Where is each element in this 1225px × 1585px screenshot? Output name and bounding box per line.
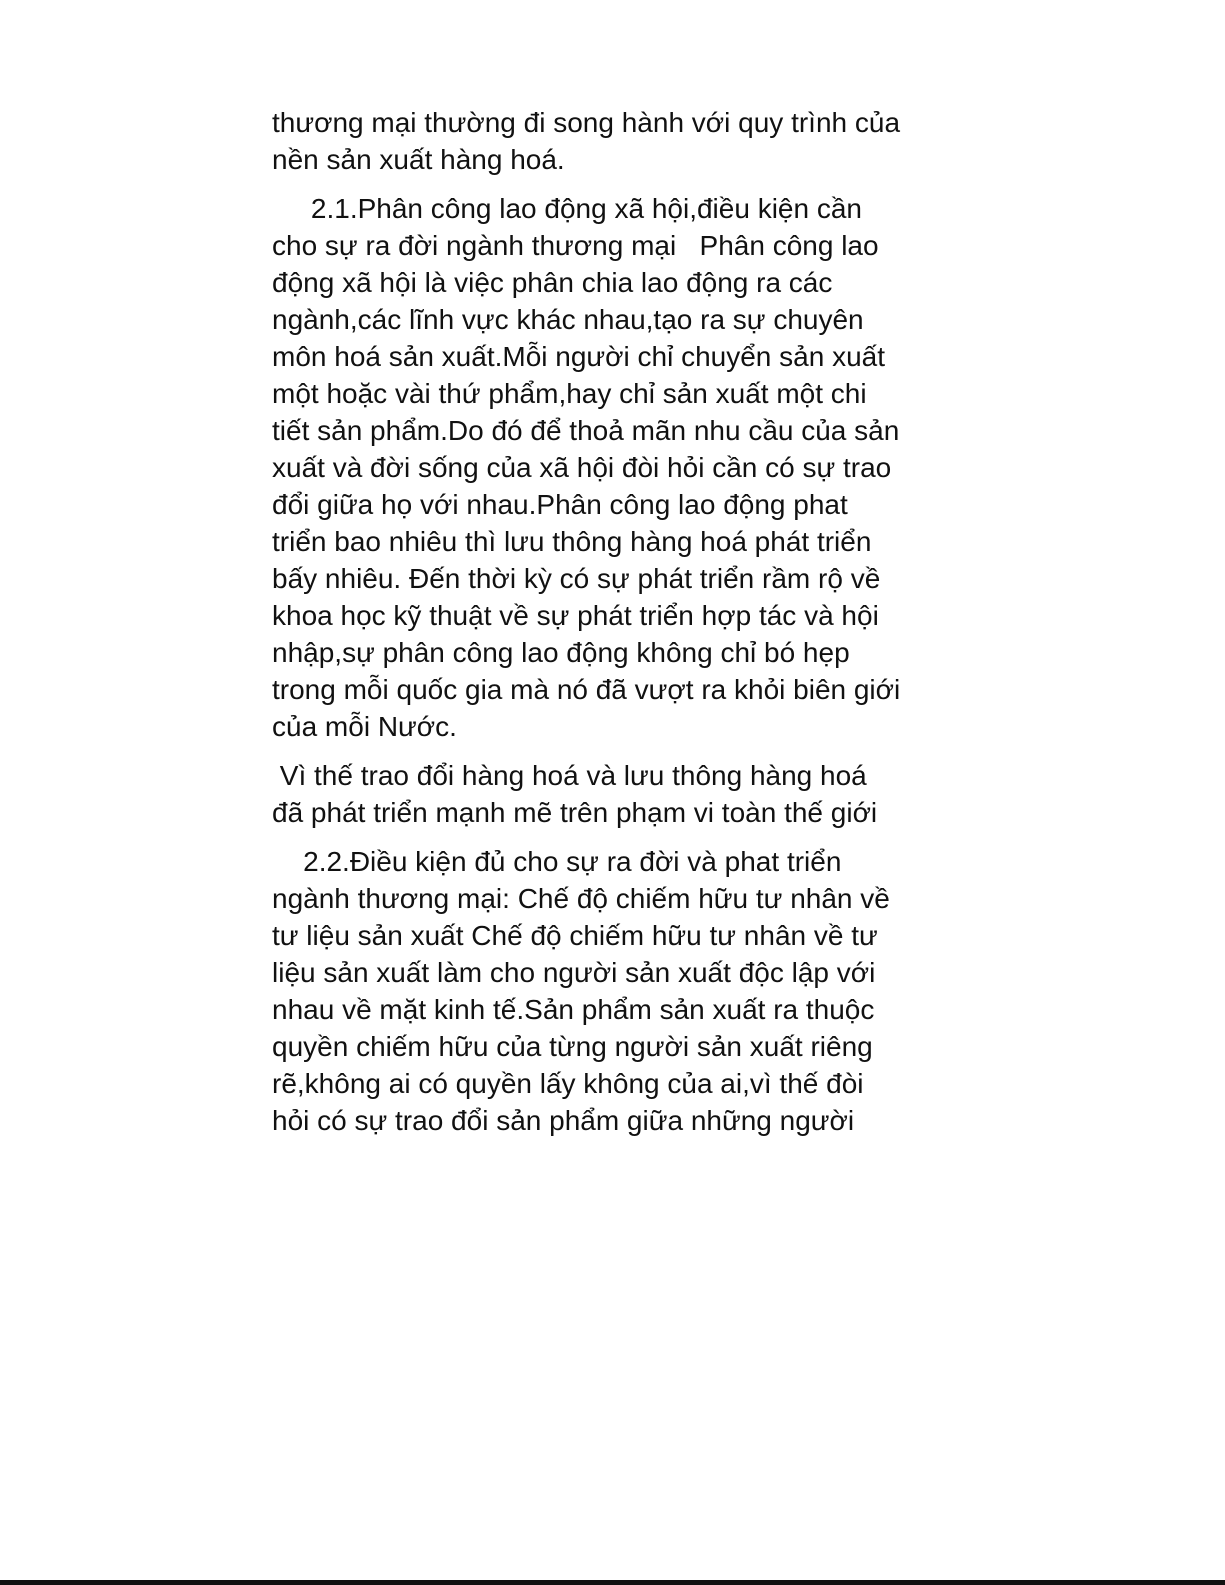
document-body xyxy=(272,104,972,1139)
text-line: ngành thương mại: Chế độ chiếm hữu tư nhân về xyxy=(272,883,890,914)
text-line: nhau về mặt kinh tế.Sản phẩm sản xuất ra thuộc xyxy=(272,994,875,1025)
paragraph-summary xyxy=(272,757,972,831)
text-line: triển bao nhiêu thì lưu thông hàng hoá phát triển xyxy=(272,526,872,557)
paragraph-section-2-1 xyxy=(272,190,972,745)
text-line: bấy nhiêu. Đến thời kỳ có sự phát triển rầm rộ về xyxy=(272,563,881,594)
paragraph-intro xyxy=(272,104,972,178)
section-heading-line: 2.1.Phân công lao động xã hội,điều kiện cần xyxy=(272,193,862,224)
text-line: xuất và đời sống của xã hội đòi hỏi cần có sự trao xyxy=(272,452,892,483)
text-line: của mỗi Nước. xyxy=(272,711,457,742)
text-line: tư liệu sản xuất Chế độ chiếm hữu tư nhân về tư xyxy=(272,920,878,951)
text-line: nền sản xuất hàng hoá. xyxy=(272,144,565,175)
text-line: tiết sản phẩm.Do đó để thoả mãn nhu cầu của sản xyxy=(272,415,900,446)
text-line: môn hoá sản xuất.Mỗi người chỉ chuyển sản xuất xyxy=(272,341,886,372)
text-line: ngành,các lĩnh vực khác nhau,tạo ra sự chuyên xyxy=(272,304,864,335)
text-line: đổi giữa họ với nhau.Phân công lao động phat xyxy=(272,489,848,520)
text-line: nhập,sự phân công lao động không chỉ bó hẹp xyxy=(272,637,850,668)
text-line: quyền chiếm hữu của từng người sản xuất riêng xyxy=(272,1031,873,1062)
text-line: hỏi có sự trao đổi sản phẩm giữa những người xyxy=(272,1105,855,1136)
section-heading-line: 2.2.Điều kiện đủ cho sự ra đời và phat triển xyxy=(272,846,842,877)
page-bottom-border xyxy=(0,1580,1225,1585)
text-line: động xã hội là việc phân chia lao động ra các xyxy=(272,267,833,298)
paragraph-section-2-2 xyxy=(272,843,972,1139)
text-line: thương mại thường đi song hành với quy trình của xyxy=(272,107,901,138)
text-line: khoa học kỹ thuật về sự phát triển hợp tác và hội xyxy=(272,600,879,631)
text-line: một hoặc vài thứ phẩm,hay chỉ sản xuất một chi xyxy=(272,378,867,409)
text-line: liệu sản xuất làm cho người sản xuất độc lập với xyxy=(272,957,876,988)
text-line: cho sự ra đời ngành thương mại Phân công lao xyxy=(272,230,879,261)
text-line: trong mỗi quốc gia mà nó đã vượt ra khỏi biên giới xyxy=(272,674,901,705)
text-line: rẽ,không ai có quyền lấy không của ai,vì thế đòi xyxy=(272,1068,864,1099)
text-line: đã phát triển mạnh mẽ trên phạm vi toàn thế giới xyxy=(272,797,878,828)
text-line: Vì thế trao đổi hàng hoá và lưu thông hàng hoá xyxy=(272,760,867,791)
